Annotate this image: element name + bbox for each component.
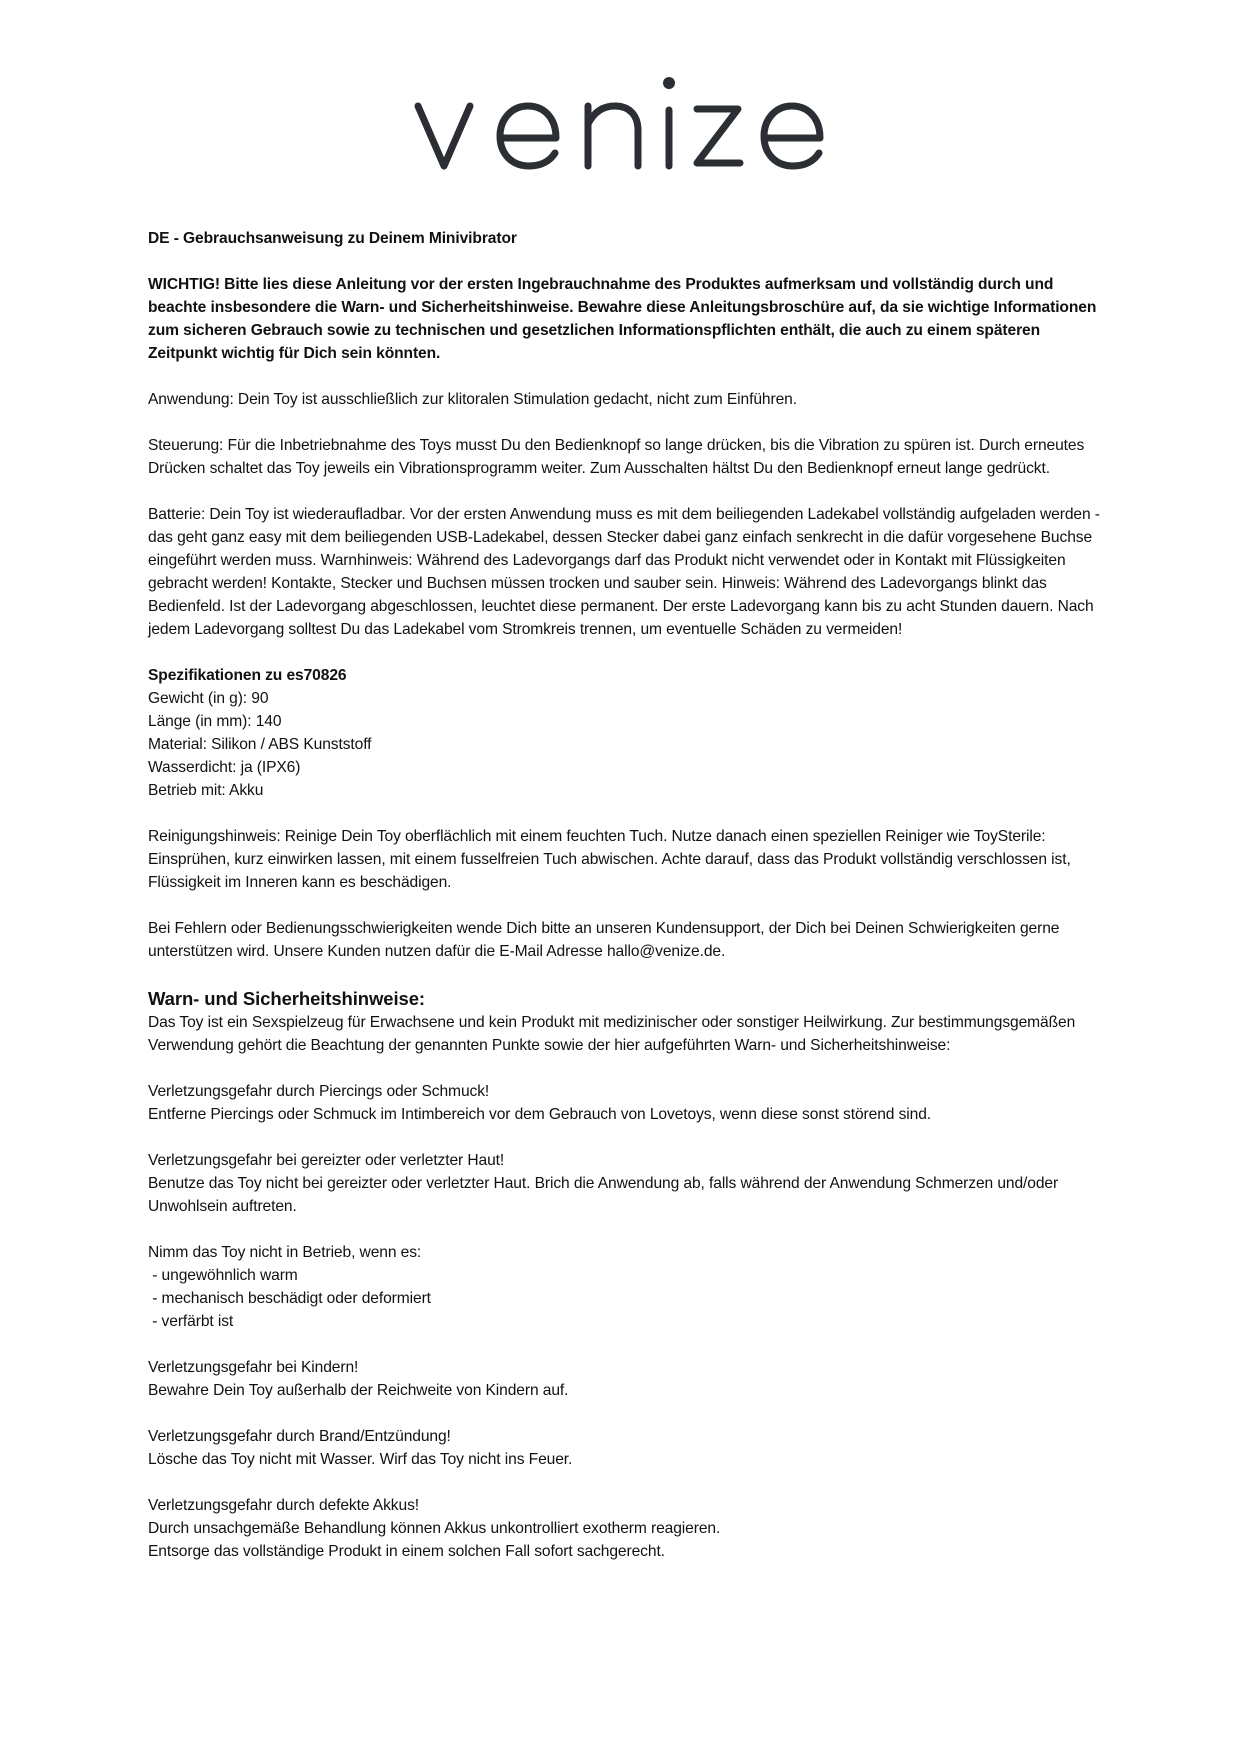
warning-children-title: Verletzungsgefahr bei Kindern! [148,1359,359,1376]
venize-logo-icon [410,64,830,184]
warning-battery [148,1494,1103,1563]
warning-fire-title: Verletzungsgefahr durch Brand/Entzündung! [148,1428,451,1445]
warning-children [148,1356,1103,1402]
warnings-intro: Das Toy ist ein Sexspielzeug für Erwachsene und kein Produkt mit medizinischer oder sonstiger Heilwirkung. Zur bestimmungsgemäßen Verwendung gehört die Beachtung der genannten Punkte sowie der hier aufgeführten Warn- und Sicherheitshinweise: [148,1014,1076,1054]
spec-waterproof: Wasserdicht: ja (IPX6) [148,759,301,776]
warning-skin-text: Benutze das Toy nicht bei gereizter oder verletzter Haut. Brich die Anwendung ab, falls während der Anwendung Schmerzen und/oder Unwohlsein auftreten. [148,1175,1059,1215]
warning-fire-text: Lösche das Toy nicht mit Wasser. Wirf das Toy nicht ins Feuer. [148,1451,573,1468]
warning-battery-text-1: Durch unsachgemäße Behandlung können Akkus unkontrolliert exotherm reagieren. [148,1520,721,1537]
warning-battery-text-2: Entsorge das vollständige Produkt in einem solchen Fall sofort sachgerecht. [148,1543,665,1560]
brand-logo [0,64,1240,184]
specifications-block [148,664,1103,802]
support-paragraph: Bei Fehlern oder Bedienungsschwierigkeiten wende Dich bitte an unseren Kundensupport, der Dich bei Deinen Schwierigkeiten gerne unterstützen wird. Unsere Kunden nutzen dafür die E-Mail Adresse hallo@venize.de. [148,920,1060,960]
warning-fire [148,1425,1103,1471]
specifications-heading: Spezifikationen zu es70826 [148,667,347,684]
warning-piercing [148,1080,1103,1126]
warning-piercing-text: Entferne Piercings oder Schmuck im Intimbereich vor dem Gebrauch von Lovetoys, wenn diese sonst störend sind. [148,1106,932,1123]
document-title: DE - Gebrauchsanweisung zu Deinem Minivibrator [148,230,517,247]
warning-children-text: Bewahre Dein Toy außerhalb der Reichweite von Kindern auf. [148,1382,569,1399]
warning-battery-title: Verletzungsgefahr durch defekte Akkus! [148,1497,419,1514]
cleaning-paragraph: Reinigungshinweis: Reinige Dein Toy oberflächlich mit einem feuchten Tuch. Nutze danach einen speziellen Reiniger wie ToySterile: Einsprühen, kurz einwirken lassen, mit einem fusselfreien Tuch abwischen. Achte darauf, dass das Produkt vollständig verschlossen ist, Flüssigkeit im Inneren kann es beschädigen. [148,828,1071,891]
warning-no-operation-title: Nimm das Toy nicht in Betrieb, wenn es: [148,1244,422,1261]
control-paragraph: Steuerung: Für die Inbetriebnahme des Toys musst Du den Bedienknopf so lange drücken, bis die Vibration zu spüren ist. Durch erneutes Drücken schaltet das Toy jeweils ein Vibrationsprogramm weiter. Zum Ausschalten hältst Du den Bedienknopf erneut lange gedrückt. [148,437,1085,477]
spec-length: Länge (in mm): 140 [148,713,282,730]
warning-skin-title: Verletzungsgefahr bei gereizter oder verletzter Haut! [148,1152,505,1169]
battery-paragraph: Batterie: Dein Toy ist wiederaufladbar. Vor der ersten Anwendung muss es mit dem beiliegenden Ladekabel vollständig aufgeladen werden - das geht ganz easy mit dem beiliegenden USB-Ladekabel, dessen Stecker dabei ganz einfach senkrecht in die dafür vorgesehene Buchse eingeführt werden muss. Warnhinweis: Während des Ladevorgangs darf das Produkt nicht verwendet oder in Kontakt mit Flüssigkeiten gebracht werden! Kontakte, Stecker und Buchsen müssen trocken und sauber sein. Hinweis: Während des Ladevorgangs blinkt das Bedienfeld. Ist der Ladevorgang abgeschlossen, leuchtet diese permanent. Der erste Ladevorgang kann bis zu acht Stunden dauern. Nach jedem Ladevorgang solltest Du das Ladekabel vom Stromkreis trennen, um eventuelle Schäden zu vermeiden! [148,506,1100,638]
usage-paragraph: Anwendung: Dein Toy ist ausschließlich zur klitoralen Stimulation gedacht, nicht zum Einführen. [148,391,797,408]
instructions-content [148,227,1103,1563]
warning-piercing-title: Verletzungsgefahr durch Piercings oder Schmuck! [148,1083,490,1100]
warning-no-operation [148,1241,1103,1333]
spec-material: Material: Silikon / ABS Kunststoff [148,736,372,753]
spec-power: Betrieb mit: Akku [148,782,264,799]
important-notice: WICHTIG! Bitte lies diese Anleitung vor der ersten Ingebrauchnahme des Produktes aufmerksam und vollständig durch und beachte insbesondere die Warn- und Sicherheitshinweise. Bewahre diese Anleitungsbroschüre auf, da sie wichtige Informationen zum sicheren Gebrauch sowie zu technischen und gesetzlichen Informationspflichten enthält, die auch zu einem späteren Zeitpunkt wichtig für Dich sein könnten. [148,276,1097,362]
no-operation-item: - verfärbt ist [148,1313,234,1330]
warnings-heading: Warn- und Sicherheitshinweise: [148,988,425,1009]
no-operation-item: - ungewöhnlich warm [148,1267,298,1284]
warning-skin [148,1149,1103,1218]
no-operation-item: - mechanisch beschädigt oder deformiert [148,1290,431,1307]
spec-weight: Gewicht (in g): 90 [148,690,269,707]
